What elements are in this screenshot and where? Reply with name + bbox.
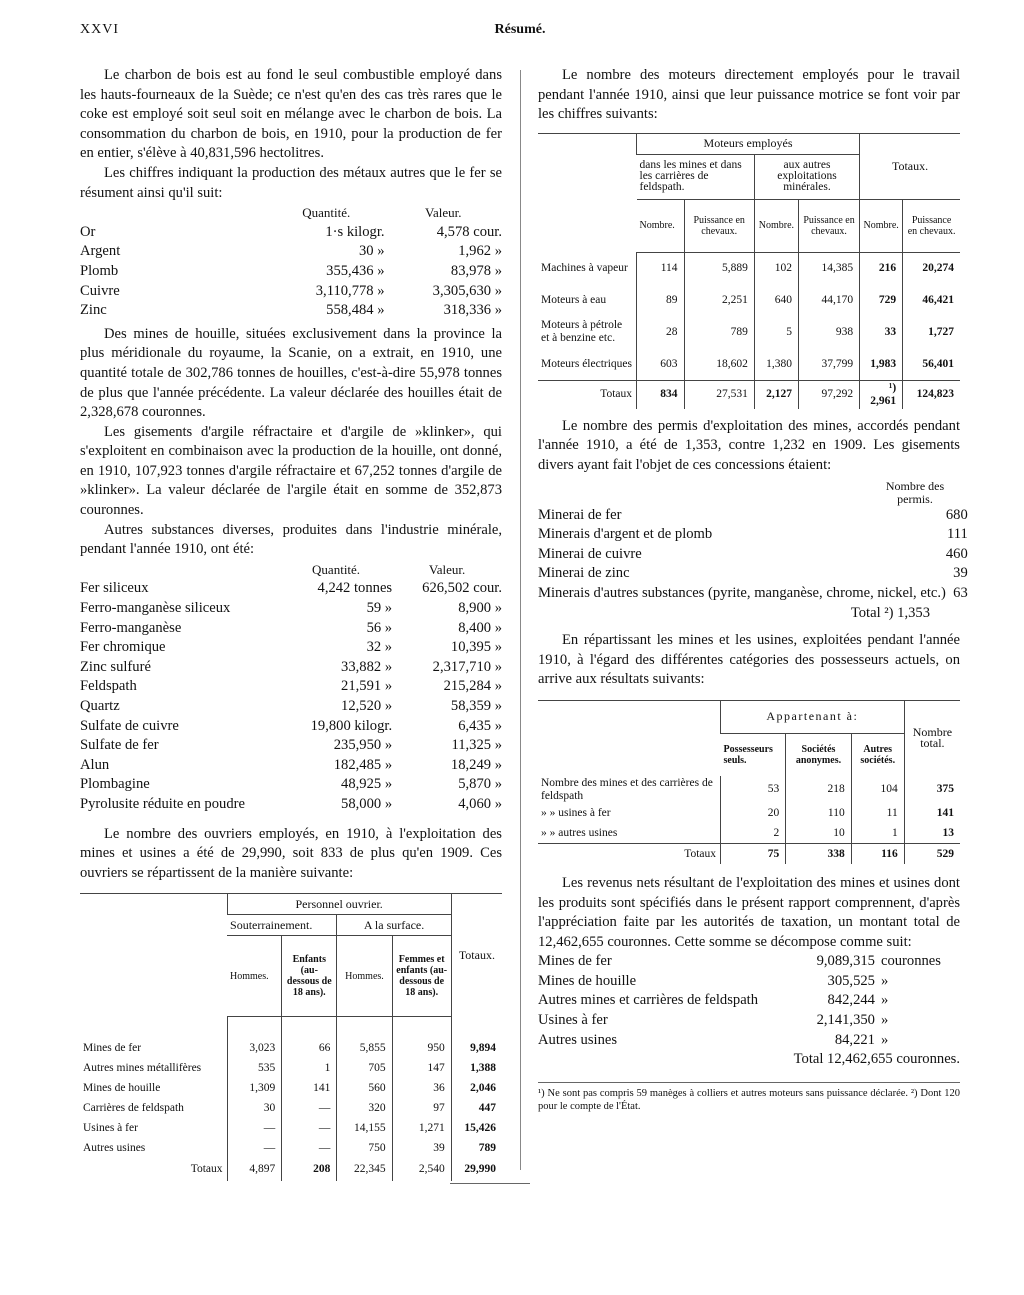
substance-v: 2,317,710 » xyxy=(432,658,502,675)
workers-hommes-header-1: Hommes. xyxy=(227,936,282,1017)
cell-b: 66 xyxy=(282,1039,337,1059)
metal-v: 318,336 » xyxy=(443,302,502,319)
metal-row xyxy=(80,262,502,282)
cell-b: 110 xyxy=(786,804,851,824)
motors-puiss-3: Puissance en chevaux. xyxy=(903,199,960,252)
permit-v: 460 xyxy=(945,545,968,562)
cell-a: 1,309 xyxy=(227,1079,282,1099)
motors-main-header: Moteurs employés xyxy=(637,133,860,154)
page-title: Résumé. xyxy=(494,22,546,37)
cell-a: 2 xyxy=(721,824,786,844)
workers-total-d: 2,540 xyxy=(392,1159,451,1181)
permits-total: Total ²) 1,353 xyxy=(850,604,930,621)
cell-t: 15,426 xyxy=(451,1119,502,1139)
substance-name: Plombagine xyxy=(80,776,150,793)
cell-c: 705 xyxy=(337,1059,392,1079)
revenue-v: 84,221 xyxy=(834,1031,875,1048)
substance-q: 48,925 » xyxy=(341,776,393,793)
substance-name: Zinc sulfuré xyxy=(80,658,151,675)
owners-poss-header: Possesseurs seuls. xyxy=(723,743,773,766)
bottom-rule xyxy=(450,1183,530,1184)
substance-v: 5,870 » xyxy=(458,776,502,793)
cell-c: 1,380 xyxy=(754,348,798,380)
motors-total-c: 2,127 xyxy=(754,380,798,409)
permit-row xyxy=(538,545,968,565)
workers-total-a: 4,897 xyxy=(227,1159,282,1181)
metal-name: Argent xyxy=(80,243,121,260)
motors-mines-header: dans les mines et dans les carrières de feldspath. xyxy=(637,154,755,199)
motors-total-d: 97,292 xyxy=(798,380,859,409)
motors-table xyxy=(538,133,960,409)
workers-surf-header: A la surface. xyxy=(337,915,451,936)
cell-a: — xyxy=(227,1139,282,1159)
paragraph-substances-intro: Autres substances diverses, produites dans l'industrie minérale, pendant l'année 1910, ont été: xyxy=(80,521,502,558)
page-header xyxy=(80,22,960,40)
revenue-row xyxy=(538,1011,960,1031)
cell-b: 141 xyxy=(282,1079,337,1099)
revenue-u: » xyxy=(880,992,889,1009)
subs-qty-header: Quantité. xyxy=(312,561,361,577)
metal-q: 355,436 » xyxy=(326,262,385,279)
owners-total-a: 75 xyxy=(721,844,786,864)
cell-d: 97 xyxy=(392,1099,451,1119)
owners-total-label: Totaux xyxy=(538,844,721,864)
cell-e: 216 xyxy=(860,252,903,284)
revenue-name: Mines de fer xyxy=(538,953,612,970)
table-row xyxy=(538,824,960,844)
metal-row xyxy=(80,301,502,321)
substance-q: 12,520 » xyxy=(341,698,393,714)
metals-table xyxy=(80,203,502,321)
substance-row xyxy=(80,775,502,795)
substance-name: Alun xyxy=(80,756,110,773)
workers-enfants-header: Enfants (au-dessous de 18 ans). xyxy=(282,936,337,1017)
revenue-row xyxy=(538,1031,960,1051)
substance-v: 10,395 » xyxy=(450,639,502,656)
cell-t: 789 xyxy=(451,1139,502,1159)
paragraph-clay: Les gisements d'argile réfractaire et d'argile de »klinker», qui s'exploitent en combinaison avec la production de la houille, ont donné, en 1910, 107,923 tonnes d'argile réfractaire et 67,252 tonnes d'argile de »klinker». La valeur déclarée de l'argile était en somme de 352,873 couronnes. xyxy=(80,423,502,519)
metal-name: Zinc xyxy=(80,302,107,319)
substance-name: Ferro-manganèse siliceux xyxy=(80,600,231,617)
right-column xyxy=(538,66,968,1113)
owners-table xyxy=(538,700,960,864)
left-column xyxy=(80,66,502,1181)
row-label: Autres mines métallifères xyxy=(83,1062,202,1075)
cell-a: 603 xyxy=(637,348,685,380)
revenue-name: Autres usines xyxy=(538,1031,618,1048)
revenue-name: Usines à fer xyxy=(538,1012,608,1029)
workers-total-label: Totaux xyxy=(190,1163,223,1176)
row-label: Moteurs à pétrole et à benzine etc. xyxy=(541,319,623,345)
table-row xyxy=(80,1059,502,1079)
workers-personnel-header: Personnel ouvrier. xyxy=(227,894,451,915)
motors-puiss-2: Puissance en chevaux. xyxy=(798,199,859,252)
motors-nombre-3: Nombre. xyxy=(860,199,903,252)
cell-a: 3,023 xyxy=(227,1039,282,1059)
permit-row xyxy=(538,506,968,526)
motors-total-f: 124,823 xyxy=(903,380,960,409)
permit-row xyxy=(538,584,968,604)
cell-d: 36 xyxy=(392,1079,451,1099)
metal-v: 83,978 » xyxy=(450,262,502,279)
table-row xyxy=(80,1139,502,1159)
workers-totaux-header: Totaux. xyxy=(451,894,502,1017)
substance-v: 215,284 » xyxy=(443,678,502,695)
substance-q: 235,950 » xyxy=(333,737,393,754)
paragraph-motors: Le nombre des moteurs directement employés pour le travail pendant l'année 1910, ainsi que leur puissance motrice se font voir par les chiffres suivants: xyxy=(538,67,960,123)
revenue-v: 842,244 xyxy=(827,992,875,1009)
workers-hommes-header-2: Hommes. xyxy=(337,936,392,1017)
cell-d: 147 xyxy=(392,1059,451,1079)
row-label: Moteurs à eau xyxy=(541,293,607,306)
row-label: Usines à fer xyxy=(83,1122,138,1135)
substance-row xyxy=(80,736,502,756)
cell-b: 18,602 xyxy=(684,348,754,380)
cell-t: 375 xyxy=(904,776,960,804)
revenue-row xyxy=(538,972,960,992)
paragraph-revenue: Les revenus nets résultant de l'exploitation des mines et usines dont les produits sont spécifiés dans le présent rapport comprennent, d'après l'appréciation faite par les autorités de taxation, un montant total de 12,462,655 couronnes. Cette somme se décompose comme suit: xyxy=(538,874,960,950)
motors-totaux-header: Totaux. xyxy=(860,133,960,199)
substance-name: Sulfate de fer xyxy=(80,737,159,754)
permit-row xyxy=(538,564,968,584)
cell-t: 1,388 xyxy=(451,1059,502,1079)
substance-v: 18,249 » xyxy=(450,756,502,773)
table-row xyxy=(80,1079,502,1099)
cell-b: 10 xyxy=(786,824,851,844)
substance-name: Fer chromique xyxy=(80,639,166,656)
cell-c: 11 xyxy=(851,804,904,824)
cell-t: 141 xyxy=(904,804,960,824)
cell-t: 2,046 xyxy=(451,1079,502,1099)
cell-e: 1,983 xyxy=(860,348,903,380)
cell-a: 114 xyxy=(637,252,685,284)
substance-q: 4,242 tonnes xyxy=(317,580,393,597)
cell-t: 9,894 xyxy=(451,1039,502,1059)
metals-qty-header: Quantité. xyxy=(302,205,351,221)
motors-total-label: Totaux xyxy=(538,380,637,409)
workers-total-c: 22,345 xyxy=(337,1159,392,1181)
workers-table xyxy=(80,893,502,1181)
revenue-name: Autres mines et carrières de feldspath xyxy=(538,992,759,1009)
revenue-u: » xyxy=(880,972,889,989)
table-row xyxy=(538,776,960,804)
metal-v: 1,962 » xyxy=(458,243,502,260)
metal-row xyxy=(80,223,502,243)
cell-a: 28 xyxy=(637,316,685,348)
substance-v: 8,900 » xyxy=(458,600,502,617)
column-divider xyxy=(520,70,521,1170)
cell-a: — xyxy=(227,1119,282,1139)
substance-v: 6,435 » xyxy=(458,717,502,734)
row-label: Mines de fer xyxy=(83,1042,142,1055)
substance-row xyxy=(80,579,502,599)
workers-total-b: 208 xyxy=(282,1159,337,1181)
owners-total-c: 116 xyxy=(851,844,904,864)
permit-name: Minerais d'autres substances (pyrite, manganèse, chrome, nickel, etc.) xyxy=(538,584,946,601)
cell-c: 104 xyxy=(851,776,904,804)
motors-autres-header: aux autres exploitations minérales. xyxy=(754,154,859,199)
cell-c: 5,855 xyxy=(337,1039,392,1059)
footnote: ¹) Ne sont pas compris 59 manèges à colliers et autres moteurs sans puissance déclarée. ²) Dont 120 pour le compte de l'État. xyxy=(538,1087,960,1112)
substance-name: Pyrolusite réduite en poudre xyxy=(80,795,245,812)
motors-total-b: 27,531 xyxy=(684,380,754,409)
metals-value-header: Valeur. xyxy=(425,205,462,221)
motors-total-a: 834 xyxy=(637,380,685,409)
permit-v: 63 xyxy=(953,584,968,601)
substance-v: 11,325 » xyxy=(451,737,502,754)
permit-name: Minerai de fer xyxy=(538,506,622,523)
cell-f: 1,727 xyxy=(903,316,960,348)
cell-b: — xyxy=(282,1139,337,1159)
metal-v: 4,578 cour. xyxy=(436,223,502,240)
cell-d: 950 xyxy=(392,1039,451,1059)
metal-name: Or xyxy=(80,223,96,240)
substance-row xyxy=(80,795,502,815)
cell-b: 5,889 xyxy=(684,252,754,284)
cell-c: 1 xyxy=(851,824,904,844)
cell-a: 89 xyxy=(637,284,685,316)
substance-q: 58,000 » xyxy=(341,795,393,812)
subs-value-header: Valeur. xyxy=(428,561,466,577)
paragraph-owners: En répartissant les mines et les usines, exploitées pendant l'année 1910, à l'égard des différentes catégories des possesseurs actuels, on arrive aux résultats suivants: xyxy=(538,632,960,688)
permit-name: Minerai de cuivre xyxy=(538,545,642,562)
cell-b: — xyxy=(282,1099,337,1119)
motors-nombre-1: Nombre. xyxy=(637,199,685,252)
cell-a: 20 xyxy=(721,804,786,824)
metal-q: 30 » xyxy=(358,243,385,260)
substance-q: 182,485 » xyxy=(333,756,393,773)
substance-row xyxy=(80,756,502,776)
cell-f: 46,421 xyxy=(903,284,960,316)
substance-row xyxy=(80,677,502,697)
substance-row xyxy=(80,638,502,658)
workers-sout-header: Souterrainement. xyxy=(227,915,337,936)
metal-name: Plomb xyxy=(80,262,119,279)
revenue-row xyxy=(538,952,960,972)
cell-c: 640 xyxy=(754,284,798,316)
substance-v: 58,359 » xyxy=(450,698,502,714)
substance-q: 19,800 kilogr. xyxy=(310,717,393,734)
motors-total-e: ¹) 2,961 xyxy=(860,380,903,409)
cell-c: 5 xyxy=(754,316,798,348)
permit-name: Minerai de zinc xyxy=(538,565,630,582)
owners-aut-header: Autres sociétés. xyxy=(851,733,904,776)
paragraph-permits: Le nombre des permis d'exploitation des mines, accordés pendant l'année 1910, a été de 1,353, contre 1,232 en 1909. Les gisements divers ayant fait l'objet de ces concessions étaient: xyxy=(538,417,960,473)
cell-t: 13 xyxy=(904,824,960,844)
table-row xyxy=(538,316,960,348)
owners-soc-header: Sociétés anonymes. xyxy=(786,733,851,776)
cell-d: 37,799 xyxy=(798,348,859,380)
permit-v: 680 xyxy=(945,506,968,523)
substance-name: Feldspath xyxy=(80,678,137,695)
revenue-row xyxy=(538,991,960,1011)
metal-q: 3,110,778 » xyxy=(315,282,385,299)
paragraph-charcoal: Le charbon de bois est au fond le seul combustible employé dans les hauts-fourneaux de la Suède; ce n'est qu'en des cas très rares que le coke est employé soit seul soit en mélange avec le charbon de bois. La consommation du charbon de bois, en 1910, pour la production de fer en entier, s'élève à 40,831,596 hectolitres. xyxy=(80,67,502,162)
substance-row xyxy=(80,658,502,678)
permits-table xyxy=(538,506,968,604)
revenue-table xyxy=(538,952,960,1050)
substance-name: Sulfate de cuivre xyxy=(80,717,179,734)
revenue-u: » xyxy=(880,1012,889,1029)
row-label: Moteurs électriques xyxy=(541,357,633,370)
cell-t: 447 xyxy=(451,1099,502,1119)
table-row xyxy=(80,1099,502,1119)
row-label: Autres usines xyxy=(83,1142,146,1155)
row-label: » » autres usines xyxy=(541,827,618,840)
substance-q: 32 » xyxy=(366,639,393,656)
substance-q: 59 » xyxy=(366,600,393,617)
revenue-v: 305,525 xyxy=(827,972,875,989)
cell-c: 102 xyxy=(754,252,798,284)
paragraph-workers: Le nombre des ouvriers employés, en 1910, à l'exploitation des mines et usines a été de 29,990, soit 833 de plus qu'en 1909. Ces ouvriers se répartissent de la manière suivante: xyxy=(80,825,502,881)
table-row xyxy=(538,804,960,824)
row-label: Mines de houille xyxy=(83,1082,161,1095)
substances-table xyxy=(80,560,502,815)
substance-v: 8,400 » xyxy=(458,619,502,636)
cell-d: 938 xyxy=(798,316,859,348)
table-row xyxy=(538,252,960,284)
cell-c: 14,155 xyxy=(337,1119,392,1139)
permit-name: Minerais d'argent et de plomb xyxy=(538,526,713,543)
substance-q: 33,882 » xyxy=(341,658,393,675)
cell-d: 14,385 xyxy=(798,252,859,284)
page-number: XXVI xyxy=(80,22,119,37)
cell-c: 320 xyxy=(337,1099,392,1119)
cell-c: 750 xyxy=(337,1139,392,1159)
motors-nombre-2: Nombre. xyxy=(754,199,798,252)
cell-a: 535 xyxy=(227,1059,282,1079)
substance-q: 56 » xyxy=(366,619,393,636)
table-row xyxy=(80,1039,502,1059)
motors-puiss-1: Puissance en chevaux. xyxy=(684,199,754,252)
owners-app-header: Appartenant à: xyxy=(721,700,905,733)
cell-f: 20,274 xyxy=(903,252,960,284)
workers-total-t: 29,990 xyxy=(451,1159,502,1181)
cell-a: 30 xyxy=(227,1099,282,1119)
cell-b: — xyxy=(282,1119,337,1139)
substance-row xyxy=(80,619,502,639)
cell-b: 1 xyxy=(282,1059,337,1079)
permit-row xyxy=(538,525,968,545)
permits-header: Nombre des permis. xyxy=(885,478,945,506)
permit-v: 39 xyxy=(953,565,968,582)
cell-f: 56,401 xyxy=(903,348,960,380)
cell-b: 218 xyxy=(786,776,851,804)
revenue-u: » xyxy=(880,1031,889,1048)
paragraph-metals-intro: Les chiffres indiquant la production des métaux autres que le fer se résument ainsi qu'il suit: xyxy=(80,164,502,201)
table-row xyxy=(538,284,960,316)
revenue-v: 9,089,315 xyxy=(816,953,875,970)
cell-e: 729 xyxy=(860,284,903,316)
cell-e: 33 xyxy=(860,316,903,348)
owners-total-t: 529 xyxy=(904,844,960,864)
metal-q: 558,484 » xyxy=(326,302,385,319)
substance-name: Fer siliceux xyxy=(80,580,149,597)
table-row xyxy=(80,1119,502,1139)
owners-total-b: 338 xyxy=(786,844,851,864)
row-label: Machines à vapeur xyxy=(541,261,628,274)
metal-row xyxy=(80,282,502,302)
metal-v: 3,305,630 » xyxy=(432,282,502,299)
cell-d: 1,271 xyxy=(392,1119,451,1139)
table-row xyxy=(538,348,960,380)
substance-v: 4,060 » xyxy=(458,795,502,812)
revenue-u: couronnes xyxy=(880,953,941,970)
revenue-total: Total 12,462,655 couronnes. xyxy=(793,1051,960,1068)
workers-femmes-header: Femmes et enfants (au-dessous de 18 ans). xyxy=(392,936,451,1017)
metal-q: 1·s kilogr. xyxy=(325,223,385,240)
cell-d: 44,170 xyxy=(798,284,859,316)
cell-b: 789 xyxy=(684,316,754,348)
substance-row xyxy=(80,599,502,619)
row-label: Nombre des mines et des carrières de feldspath xyxy=(541,776,713,802)
substance-row xyxy=(80,717,502,737)
revenue-v: 2,141,350 xyxy=(816,1012,875,1029)
cell-d: 39 xyxy=(392,1139,451,1159)
row-label: Carrières de feldspath xyxy=(83,1102,184,1115)
cell-a: 53 xyxy=(721,776,786,804)
owners-nombre-header: Nombre total. xyxy=(904,700,960,776)
metal-name: Cuivre xyxy=(80,282,120,299)
substance-row xyxy=(80,697,502,717)
substance-q: 21,591 » xyxy=(341,678,393,695)
substance-v: 626,502 cour. xyxy=(422,580,502,597)
row-label: » » usines à fer xyxy=(541,807,611,820)
revenue-name: Mines de houille xyxy=(538,972,637,989)
substance-name: Quartz xyxy=(80,698,120,714)
cell-c: 560 xyxy=(337,1079,392,1099)
permit-v: 111 xyxy=(946,526,968,543)
substance-name: Ferro-manganèse xyxy=(80,619,182,636)
paragraph-coal: Des mines de houille, situées exclusivement dans la province la plus méridionale du royaume, la Scanie, on a extrait, en 1910, une quantité totale de 302,786 tonnes de houilles, c'est-à-dire 55,978 tonnes de plus que l'année précédente. La valeur déclarée des houilles était de 2,328,678 couronnes. xyxy=(80,325,502,421)
metal-row xyxy=(80,242,502,262)
cell-b: 2,251 xyxy=(684,284,754,316)
